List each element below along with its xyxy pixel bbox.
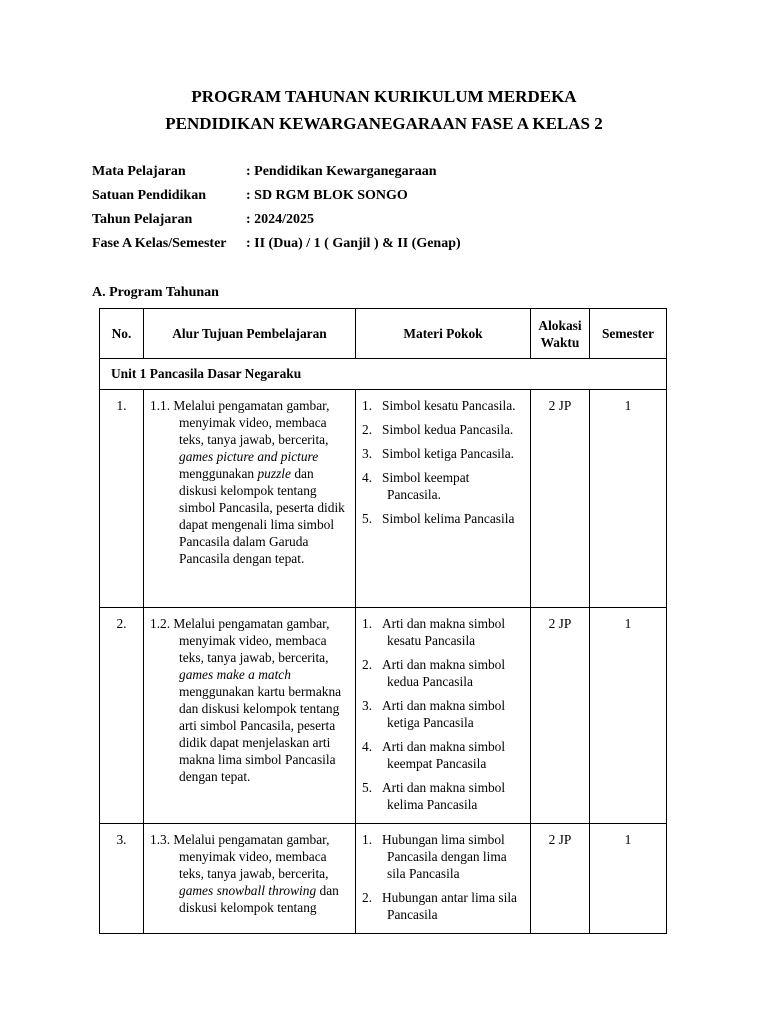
materi-cell — [356, 608, 531, 824]
table-row — [100, 824, 667, 934]
row-number: 3. — [100, 824, 144, 934]
atp-text: 1.1. Melalui pengamatan gambar, menyimak video, membaca teks, tanya jawab, bercerita, — [150, 398, 330, 447]
row-number: 1. — [100, 390, 144, 608]
atp-italic: games snowball throwing — [179, 883, 317, 898]
atp-text: dan diskusi kelompok tentang — [179, 883, 339, 915]
list-item: 3. Arti dan makna simbol ketiga Pancasila — [362, 698, 506, 730]
atp-cell — [144, 390, 356, 608]
info-value: : 2024/2025 — [246, 212, 315, 227]
alokasi-cell: 2 JP — [531, 608, 590, 824]
header-materi: Materi Pokok — [356, 309, 531, 359]
info-row — [92, 236, 461, 252]
header-atp: Alur Tujuan Pembelajaran — [144, 309, 356, 359]
semester-cell: 1 — [590, 390, 667, 608]
atp-text: dan diskusi kelompok tentang simbol Pancasila, peserta didik dapat mengenali lima simbol Pancasila dalam Garuda Pancasila dengan tepat. — [179, 466, 345, 566]
list-item: 5. Simbol kelima Pancasila — [362, 511, 515, 526]
list-item: 1. Hubungan lima simbol Pancasila dengan lima sila Pancasila — [362, 832, 507, 881]
alokasi-cell: 2 JP — [531, 390, 590, 608]
atp-italic: games make a match — [179, 667, 291, 682]
info-value: : SD RGM BLOK SONGO — [246, 188, 408, 203]
materi-cell — [356, 390, 531, 608]
unit-title: Unit 1 Pancasila Dasar Negaraku — [100, 359, 667, 390]
header-no: No. — [100, 309, 144, 359]
list-item: 4. Arti dan makna simbol keempat Pancasila — [362, 739, 506, 771]
table-header-row — [100, 309, 667, 359]
info-label: Fase A Kelas/Semester — [92, 236, 227, 251]
list-item: 3. Simbol ketiga Pancasila. — [362, 446, 515, 461]
info-label: Tahun Pelajaran — [92, 212, 193, 227]
list-item: 4. Simbol keempat Pancasila. — [362, 470, 470, 502]
info-label: Mata Pelajaran — [92, 164, 186, 179]
atp-text: 1.2. Melalui pengamatan gambar, menyimak video, membaca teks, tanya jawab, bercerita, — [150, 616, 330, 665]
info-value: : Pendidikan Kewarganegaraan — [246, 164, 437, 179]
info-value: : II (Dua) / 1 ( Ganjil ) & II (Genap) — [246, 236, 461, 251]
atp-text: menggunakan — [179, 466, 255, 481]
atp-italic: puzzle — [257, 466, 291, 481]
info-row — [92, 188, 408, 204]
document-subtitle: PENDIDIKAN KEWARGANEGARAAN FASE A KELAS 2 — [165, 114, 603, 133]
list-item: 5. Arti dan makna simbol kelima Pancasila — [362, 780, 506, 812]
list-item: 1. Simbol kesatu Pancasila. — [362, 398, 516, 413]
list-item: 2. Hubungan antar lima sila Pancasila — [362, 890, 517, 922]
list-item: 1. Arti dan makna simbol kesatu Pancasila — [362, 616, 506, 648]
info-row — [92, 212, 314, 228]
row-number: 2. — [100, 608, 144, 824]
alokasi-cell: 2 JP — [531, 824, 590, 934]
atp-cell — [144, 824, 356, 934]
program-table — [99, 308, 667, 934]
atp-text: 1.3. Melalui pengamatan gambar, menyimak video, membaca teks, tanya jawab, bercerita, — [150, 832, 330, 881]
semester-cell: 1 — [590, 824, 667, 934]
atp-italic: games picture and picture — [179, 449, 319, 464]
header-alokasi: Alokasi Waktu — [531, 309, 590, 359]
table-row — [100, 608, 667, 824]
list-item: 2. Simbol kedua Pancasila. — [362, 422, 514, 437]
atp-cell — [144, 608, 356, 824]
info-row — [92, 164, 437, 180]
document-title: PROGRAM TAHUNAN KURIKULUM MERDEKA — [191, 87, 577, 106]
unit-row — [100, 359, 667, 390]
section-title: A. Program Tahunan — [92, 285, 219, 300]
materi-cell — [356, 824, 531, 934]
semester-cell: 1 — [590, 608, 667, 824]
list-item: 2. Arti dan makna simbol kedua Pancasila — [362, 657, 506, 689]
table-row — [100, 390, 667, 608]
atp-text: menggunakan kartu bermakna dan diskusi kelompok tentang arti simbol Pancasila, peserta didik dapat menjelaskan arti makna lima simbol Pancasila dengan tepat. — [179, 684, 342, 784]
info-label: Satuan Pendidikan — [92, 188, 206, 203]
header-semester: Semester — [590, 309, 667, 359]
